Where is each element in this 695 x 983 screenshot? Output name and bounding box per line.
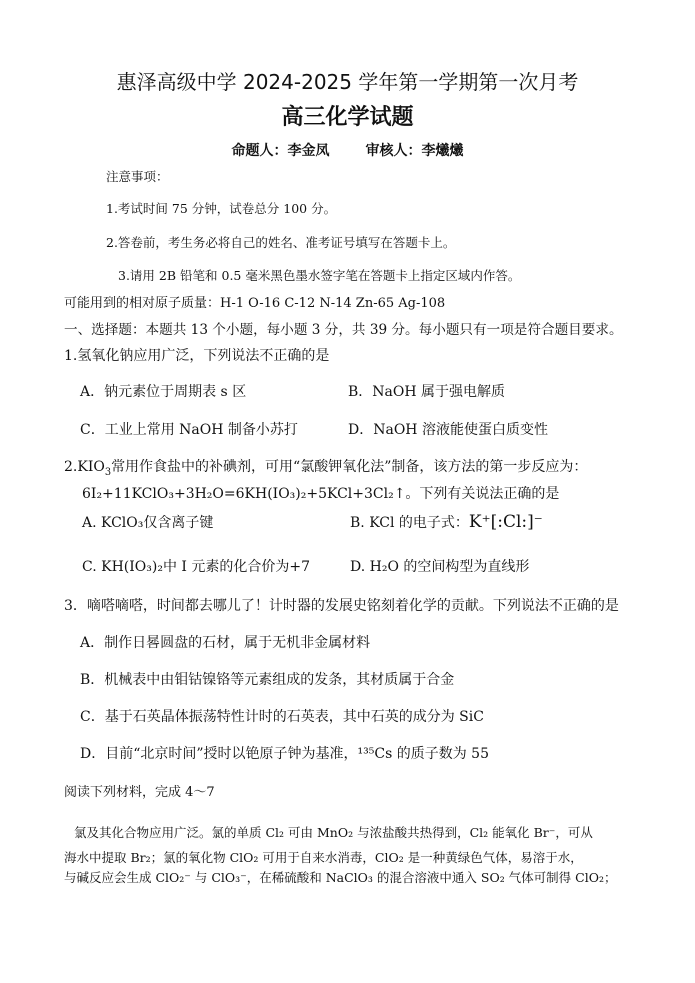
question-1-option-c: C．工业上常用 NaOH 制备小苏打 bbox=[80, 422, 298, 438]
section-heading: 一、选择题：本题共 13 个小题，每小题 3 分，共 39 分。每小题只有一项是符合题目要求。 bbox=[64, 322, 623, 338]
question-2-option-b: B. KCl 的电子式：K⁺[:Cl:]⁻ bbox=[350, 512, 543, 532]
note-item-1: 1.考试时间 75 分钟，试卷总分 100 分。 bbox=[106, 201, 337, 216]
question-3-option-b: B．机械表中由钼钴镍铬等元素组成的发条，其材质属于合金 bbox=[80, 672, 455, 688]
question-3-option-a: A．制作日晷圆盘的石材，属于无机非金属材料 bbox=[80, 635, 371, 651]
question-1-option-a: A．钠元素位于周期表 s 区 bbox=[80, 384, 247, 400]
question-3-option-c: C．基于石英晶体振荡特性计时的石英表，其中石英的成分为 SiC bbox=[80, 709, 484, 725]
question-2-equation: 6I₂+11KClO₃+3H₂O=6KH(IO₃)₂+5KCl+3Cl₂↑。下列有关说法正确的是 bbox=[82, 486, 560, 502]
question-1-option-b: B．NaOH 属于强电解质 bbox=[348, 384, 506, 400]
atomic-masses: 可能用到的相对原子质量：H-1 O-16 C-12 N-14 Zn-65 Ag-108 bbox=[64, 296, 446, 311]
author: 命题人：李金凤 bbox=[231, 143, 330, 159]
exam-subtitle: 高三化学试题 bbox=[281, 105, 414, 130]
question-2-stem: $2.KIO_3$常用作食盐中的补碘剂，可用“氯酸钾氧化法”制备，该方法的第一步反应为： bbox=[64, 459, 588, 478]
reading-intro: 阅读下列材料，完成 4～7 bbox=[64, 785, 215, 800]
material-line-3: 与碱反应会生成 ClO₂⁻ 与 ClO₃⁻，在稀硫酸和 NaClO₃ 的混合溶液中通入 SO₂ 气体可制得 ClO₂； bbox=[64, 870, 617, 885]
question-3-option-d: D．目前“北京时间”授时以铯原子钟为基准，¹³⁵Cs 的质子数为 55 bbox=[80, 746, 489, 762]
material-line-2: 海水中提取 Br₂；氯的氧化物 ClO₂ 可用于自来水消毒，ClO₂ 是一种黄绿色气体，易溶于水， bbox=[64, 850, 583, 865]
note-item-2: 2.答卷前，考生务必将自己的姓名、准考证号填写在答题卡上。 bbox=[106, 235, 456, 250]
electron-formula: K⁺[:Cl:]⁻ bbox=[468, 512, 543, 532]
exam-title: 惠泽高级中学 2024-2025 学年第一学期第一次月考 bbox=[116, 70, 579, 94]
question-2-option-d: D. H₂O 的空间构型为直线形 bbox=[350, 559, 530, 575]
question-3-stem: 3．嘀嗒嘀嗒，时间都去哪儿了！计时器的发展史铭刻着化学的贡献。下列说法不正确的是 bbox=[64, 598, 619, 614]
note-item-3: 3.请用 2B 铅笔和 0.5 毫米黑色墨水签字笔在答题卡上指定区域内作答。 bbox=[118, 268, 521, 283]
question-1-option-d: D．NaOH 溶液能使蛋白质变性 bbox=[348, 422, 548, 438]
reviewer: 审核人：李爔爔 bbox=[365, 143, 464, 159]
question-2-option-c: C. KH(IO₃)₂中 I 元素的化合价为+7 bbox=[82, 559, 311, 575]
notes-heading: 注意事项： bbox=[106, 169, 169, 184]
question-2-option-a: A. KClO₃仅含离子键 bbox=[82, 515, 214, 531]
question-1-stem: 1.氢氧化钠应用广泛，下列说法不正确的是 bbox=[64, 348, 330, 364]
author-line bbox=[0, 140, 695, 160]
material-line-1: 氯及其化合物应用广泛。氯的单质 Cl₂ 可由 MnO₂ 与浓盐酸共热得到，Cl₂ 能氧化 Br⁻，可从 bbox=[74, 825, 593, 840]
